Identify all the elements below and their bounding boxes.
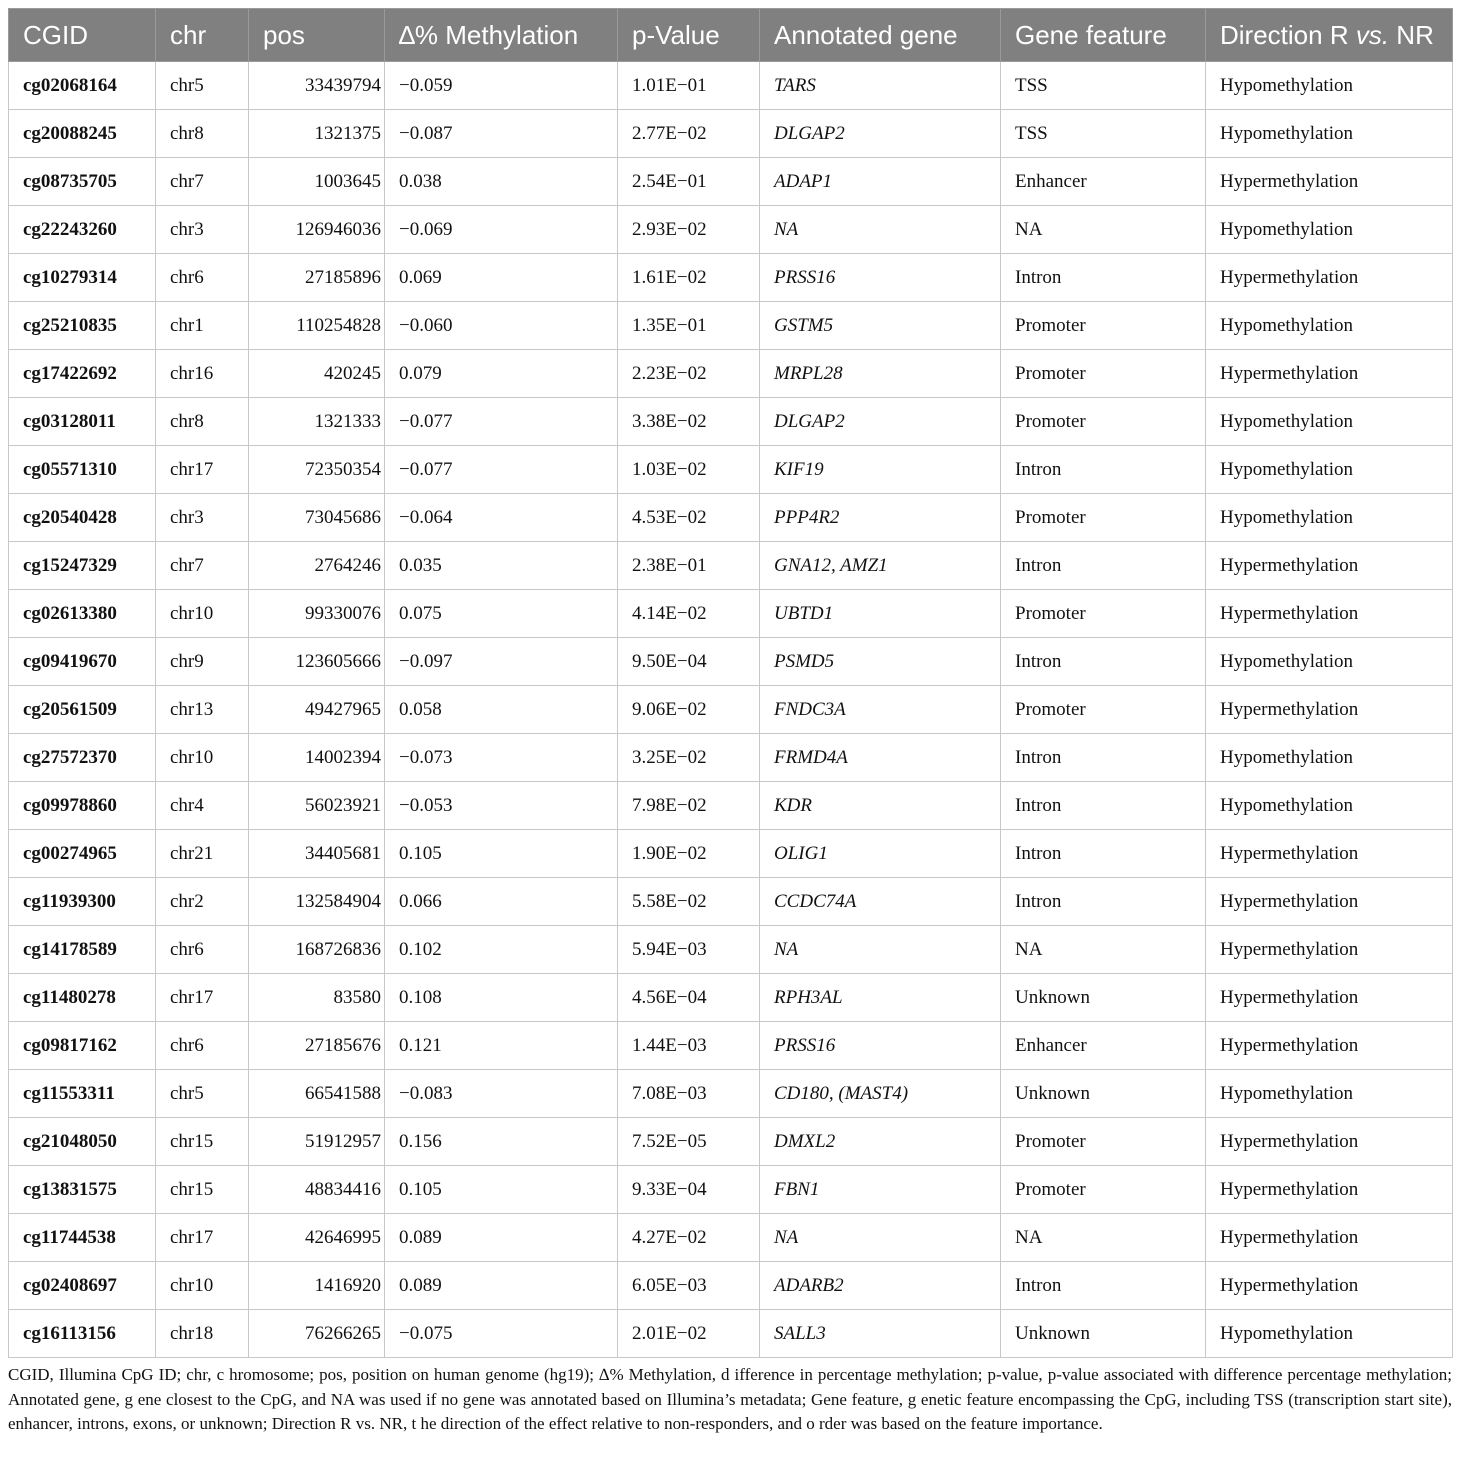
cell-chr: chr1 — [156, 302, 249, 350]
cell-chr: chr8 — [156, 110, 249, 158]
cell-direction: Hypermethylation — [1206, 158, 1453, 206]
cell-delta: 0.066 — [385, 878, 618, 926]
cell-pos: 99330076 — [249, 590, 385, 638]
cell-delta: 0.079 — [385, 350, 618, 398]
cell-gene: DMXL2 — [760, 1118, 1001, 1166]
cell-delta: −0.073 — [385, 734, 618, 782]
cell-delta: −0.077 — [385, 398, 618, 446]
cell-gene: NA — [760, 206, 1001, 254]
cell-pvalue: 1.44E−03 — [618, 1022, 760, 1070]
cell-chr: chr17 — [156, 1214, 249, 1262]
cell-direction: Hypomethylation — [1206, 1070, 1453, 1118]
cell-chr: chr10 — [156, 1262, 249, 1310]
header-direction-vs: vs. — [1355, 19, 1390, 50]
cell-chr: chr7 — [156, 158, 249, 206]
cell-pos: 168726836 — [249, 926, 385, 974]
cell-pvalue: 9.06E−02 — [618, 686, 760, 734]
table-row — [9, 254, 1453, 302]
cell-delta: 0.075 — [385, 590, 618, 638]
cell-feature: Intron — [1001, 830, 1206, 878]
cell-feature: NA — [1001, 1214, 1206, 1262]
cell-pvalue: 2.38E−01 — [618, 542, 760, 590]
cell-delta: 0.058 — [385, 686, 618, 734]
cell-gene: MRPL28 — [760, 350, 1001, 398]
cell-cgid: cg00274965 — [9, 830, 156, 878]
cell-pvalue: 2.54E−01 — [618, 158, 760, 206]
cell-direction: Hypomethylation — [1206, 62, 1453, 110]
cell-chr: chr5 — [156, 62, 249, 110]
cell-chr: chr7 — [156, 542, 249, 590]
header-direction-pre: Direction R — [1220, 19, 1356, 50]
cell-cgid: cg03128011 — [9, 398, 156, 446]
cell-delta: −0.060 — [385, 302, 618, 350]
cell-direction: Hypermethylation — [1206, 926, 1453, 974]
cell-gene: KIF19 — [760, 446, 1001, 494]
cell-direction: Hypermethylation — [1206, 350, 1453, 398]
cell-pos: 1321375 — [249, 110, 385, 158]
cell-feature: Intron — [1001, 782, 1206, 830]
cell-gene: DLGAP2 — [760, 110, 1001, 158]
cell-gene: DLGAP2 — [760, 398, 1001, 446]
cell-feature: Intron — [1001, 638, 1206, 686]
cell-feature: NA — [1001, 926, 1206, 974]
cell-gene: RPH3AL — [760, 974, 1001, 1022]
header-cgid: CGID — [9, 9, 156, 62]
cell-pvalue: 7.08E−03 — [618, 1070, 760, 1118]
cell-feature: TSS — [1001, 62, 1206, 110]
header-direction-post: NR — [1389, 19, 1434, 50]
cell-chr: chr13 — [156, 686, 249, 734]
cell-delta: 0.156 — [385, 1118, 618, 1166]
cell-delta: −0.053 — [385, 782, 618, 830]
cell-pvalue: 4.14E−02 — [618, 590, 760, 638]
table-container — [8, 8, 1452, 1437]
table-row — [9, 734, 1453, 782]
table-row — [9, 158, 1453, 206]
cell-delta: −0.083 — [385, 1070, 618, 1118]
cell-chr: chr8 — [156, 398, 249, 446]
cell-chr: chr18 — [156, 1310, 249, 1358]
cell-feature: Intron — [1001, 878, 1206, 926]
cell-pos: 51912957 — [249, 1118, 385, 1166]
cell-pvalue: 9.33E−04 — [618, 1166, 760, 1214]
cell-chr: chr3 — [156, 494, 249, 542]
cell-delta: 0.035 — [385, 542, 618, 590]
cell-pos: 27185896 — [249, 254, 385, 302]
table-row — [9, 110, 1453, 158]
table-row — [9, 206, 1453, 254]
cell-direction: Hypomethylation — [1206, 734, 1453, 782]
cell-pvalue: 2.01E−02 — [618, 1310, 760, 1358]
cell-delta: −0.059 — [385, 62, 618, 110]
cell-direction: Hypermethylation — [1206, 878, 1453, 926]
cell-cgid: cg02068164 — [9, 62, 156, 110]
cell-cgid: cg05571310 — [9, 446, 156, 494]
table-row — [9, 830, 1453, 878]
cell-cgid: cg16113156 — [9, 1310, 156, 1358]
cell-pos: 56023921 — [249, 782, 385, 830]
cell-pos: 73045686 — [249, 494, 385, 542]
cell-chr: chr10 — [156, 734, 249, 782]
cell-feature: Unknown — [1001, 1070, 1206, 1118]
cell-delta: 0.108 — [385, 974, 618, 1022]
cell-delta: 0.089 — [385, 1214, 618, 1262]
cell-gene: ADARB2 — [760, 1262, 1001, 1310]
table-row — [9, 542, 1453, 590]
table-row — [9, 686, 1453, 734]
table-row — [9, 350, 1453, 398]
cell-feature: Promoter — [1001, 1118, 1206, 1166]
cell-pvalue: 3.38E−02 — [618, 398, 760, 446]
cell-feature: Promoter — [1001, 398, 1206, 446]
cell-delta: 0.069 — [385, 254, 618, 302]
cell-feature: Promoter — [1001, 1166, 1206, 1214]
cell-cgid: cg09817162 — [9, 1022, 156, 1070]
cell-feature: Promoter — [1001, 350, 1206, 398]
cell-chr: chr21 — [156, 830, 249, 878]
cell-direction: Hypermethylation — [1206, 1262, 1453, 1310]
header-delta-methylation: ∆% Methylation — [385, 9, 618, 62]
cell-cgid: cg17422692 — [9, 350, 156, 398]
cell-pos: 126946036 — [249, 206, 385, 254]
cell-pos: 14002394 — [249, 734, 385, 782]
cell-cgid: cg11744538 — [9, 1214, 156, 1262]
header-chr: chr — [156, 9, 249, 62]
cell-cgid: cg25210835 — [9, 302, 156, 350]
cell-feature: Unknown — [1001, 1310, 1206, 1358]
cell-feature: Enhancer — [1001, 1022, 1206, 1070]
cell-pos: 83580 — [249, 974, 385, 1022]
cell-direction: Hypermethylation — [1206, 1118, 1453, 1166]
cell-feature: Unknown — [1001, 974, 1206, 1022]
cell-delta: −0.069 — [385, 206, 618, 254]
cell-cgid: cg14178589 — [9, 926, 156, 974]
cell-pos: 34405681 — [249, 830, 385, 878]
cell-gene: CCDC74A — [760, 878, 1001, 926]
cell-pos: 66541588 — [249, 1070, 385, 1118]
cell-pos: 42646995 — [249, 1214, 385, 1262]
table-row — [9, 398, 1453, 446]
cell-pvalue: 7.98E−02 — [618, 782, 760, 830]
cell-gene: PRSS16 — [760, 254, 1001, 302]
cell-direction: Hypomethylation — [1206, 494, 1453, 542]
table-row — [9, 494, 1453, 542]
cell-pvalue: 5.94E−03 — [618, 926, 760, 974]
table-row — [9, 1166, 1453, 1214]
methylation-table — [8, 8, 1453, 1358]
table-row — [9, 302, 1453, 350]
cell-cgid: cg11480278 — [9, 974, 156, 1022]
cell-direction: Hypermethylation — [1206, 1214, 1453, 1262]
cell-pvalue: 1.61E−02 — [618, 254, 760, 302]
cell-delta: −0.077 — [385, 446, 618, 494]
cell-pvalue: 2.23E−02 — [618, 350, 760, 398]
table-row — [9, 1310, 1453, 1358]
cell-chr: chr6 — [156, 254, 249, 302]
cell-gene: FRMD4A — [760, 734, 1001, 782]
cell-chr: chr17 — [156, 446, 249, 494]
cell-direction: Hypermethylation — [1206, 686, 1453, 734]
table-row — [9, 446, 1453, 494]
cell-direction: Hypermethylation — [1206, 830, 1453, 878]
cell-cgid: cg15247329 — [9, 542, 156, 590]
cell-chr: chr6 — [156, 926, 249, 974]
cell-cgid: cg20088245 — [9, 110, 156, 158]
cell-chr: chr5 — [156, 1070, 249, 1118]
cell-direction: Hypermethylation — [1206, 590, 1453, 638]
cell-pvalue: 2.77E−02 — [618, 110, 760, 158]
table-body — [9, 62, 1453, 1358]
table-row — [9, 1070, 1453, 1118]
cell-feature: Intron — [1001, 734, 1206, 782]
cell-cgid: cg02613380 — [9, 590, 156, 638]
cell-pos: 1321333 — [249, 398, 385, 446]
cell-pvalue: 7.52E−05 — [618, 1118, 760, 1166]
cell-direction: Hypomethylation — [1206, 302, 1453, 350]
cell-gene: FNDC3A — [760, 686, 1001, 734]
cell-gene: PSMD5 — [760, 638, 1001, 686]
table-row — [9, 974, 1453, 1022]
cell-gene: CD180, (MAST4) — [760, 1070, 1001, 1118]
cell-gene: NA — [760, 926, 1001, 974]
cell-delta: 0.121 — [385, 1022, 618, 1070]
cell-delta: 0.089 — [385, 1262, 618, 1310]
cell-feature: Promoter — [1001, 494, 1206, 542]
cell-gene: GNA12, AMZ1 — [760, 542, 1001, 590]
cell-pos: 48834416 — [249, 1166, 385, 1214]
cell-chr: chr16 — [156, 350, 249, 398]
cell-direction: Hypomethylation — [1206, 206, 1453, 254]
cell-gene: GSTM5 — [760, 302, 1001, 350]
cell-feature: Enhancer — [1001, 158, 1206, 206]
cell-feature: Intron — [1001, 446, 1206, 494]
cell-pos: 1003645 — [249, 158, 385, 206]
cell-chr: chr9 — [156, 638, 249, 686]
table-row — [9, 1022, 1453, 1070]
table-row — [9, 638, 1453, 686]
cell-pos: 33439794 — [249, 62, 385, 110]
cell-pos: 49427965 — [249, 686, 385, 734]
cell-cgid: cg09419670 — [9, 638, 156, 686]
cell-cgid: cg02408697 — [9, 1262, 156, 1310]
cell-direction: Hypomethylation — [1206, 398, 1453, 446]
cell-chr: chr6 — [156, 1022, 249, 1070]
cell-direction: Hypomethylation — [1206, 446, 1453, 494]
cell-direction: Hypomethylation — [1206, 110, 1453, 158]
header-pos: pos — [249, 9, 385, 62]
cell-gene: TARS — [760, 62, 1001, 110]
table-row — [9, 926, 1453, 974]
cell-direction: Hypermethylation — [1206, 254, 1453, 302]
cell-gene: FBN1 — [760, 1166, 1001, 1214]
cell-gene: KDR — [760, 782, 1001, 830]
cell-pvalue: 1.90E−02 — [618, 830, 760, 878]
cell-cgid: cg11553311 — [9, 1070, 156, 1118]
cell-cgid: cg13831575 — [9, 1166, 156, 1214]
cell-feature: Promoter — [1001, 686, 1206, 734]
cell-direction: Hypomethylation — [1206, 1310, 1453, 1358]
cell-direction: Hypermethylation — [1206, 1166, 1453, 1214]
cell-chr: chr15 — [156, 1118, 249, 1166]
table-row — [9, 1214, 1453, 1262]
cell-gene: PRSS16 — [760, 1022, 1001, 1070]
cell-pvalue: 6.05E−03 — [618, 1262, 760, 1310]
cell-pos: 72350354 — [249, 446, 385, 494]
cell-pvalue: 4.53E−02 — [618, 494, 760, 542]
cell-direction: Hypermethylation — [1206, 974, 1453, 1022]
cell-chr: chr3 — [156, 206, 249, 254]
cell-delta: −0.097 — [385, 638, 618, 686]
cell-cgid: cg10279314 — [9, 254, 156, 302]
cell-cgid: cg09978860 — [9, 782, 156, 830]
table-row — [9, 878, 1453, 926]
table-row — [9, 590, 1453, 638]
cell-direction: Hypermethylation — [1206, 1022, 1453, 1070]
cell-delta: 0.105 — [385, 830, 618, 878]
table-row — [9, 782, 1453, 830]
cell-direction: Hypomethylation — [1206, 782, 1453, 830]
cell-pos: 110254828 — [249, 302, 385, 350]
cell-pos: 132584904 — [249, 878, 385, 926]
header-p-value: p-Value — [618, 9, 760, 62]
cell-cgid: cg20540428 — [9, 494, 156, 542]
cell-cgid: cg21048050 — [9, 1118, 156, 1166]
cell-delta: 0.105 — [385, 1166, 618, 1214]
cell-pvalue: 1.03E−02 — [618, 446, 760, 494]
table-footnote: CGID, Illumina CpG ID; chr, c hromosome; pos, position on human genome (hg19); ∆% Methylation, d ifference in percentage methylation; p-value, p-value associated with difference percentage methylation; Annotated gene, g ene closest to the CpG, and NA was used if no gene was annotated based on Illumina’s metadata; Gene feature, g enetic feature encompassing the CpG, including TSS (transcription start site), enhancer, introns, exons, or unknown; Direction R vs. NR, t he direction of the effect relative to non-responders, and o rder was based on the feature importance. — [8, 1365, 1452, 1433]
cell-gene: ADAP1 — [760, 158, 1001, 206]
cell-direction: Hypermethylation — [1206, 542, 1453, 590]
cell-pos: 420245 — [249, 350, 385, 398]
cell-chr: chr10 — [156, 590, 249, 638]
cell-delta: 0.102 — [385, 926, 618, 974]
cell-chr: chr2 — [156, 878, 249, 926]
table-row — [9, 1262, 1453, 1310]
cell-pos: 123605666 — [249, 638, 385, 686]
cell-cgid: cg22243260 — [9, 206, 156, 254]
cell-chr: chr4 — [156, 782, 249, 830]
cell-gene: SALL3 — [760, 1310, 1001, 1358]
cell-gene: UBTD1 — [760, 590, 1001, 638]
cell-chr: chr15 — [156, 1166, 249, 1214]
header-row — [9, 9, 1453, 62]
cell-delta: −0.075 — [385, 1310, 618, 1358]
cell-feature: NA — [1001, 206, 1206, 254]
cell-delta: −0.087 — [385, 110, 618, 158]
cell-feature: Promoter — [1001, 302, 1206, 350]
cell-feature: Promoter — [1001, 590, 1206, 638]
cell-pvalue: 2.93E−02 — [618, 206, 760, 254]
header-gene-feature: Gene feature — [1001, 9, 1206, 62]
cell-gene: NA — [760, 1214, 1001, 1262]
cell-delta: 0.038 — [385, 158, 618, 206]
header-annotated-gene: Annotated gene — [760, 9, 1001, 62]
cell-pos: 2764246 — [249, 542, 385, 590]
cell-gene: OLIG1 — [760, 830, 1001, 878]
cell-pvalue: 9.50E−04 — [618, 638, 760, 686]
table-row — [9, 62, 1453, 110]
cell-chr: chr17 — [156, 974, 249, 1022]
table-row — [9, 1118, 1453, 1166]
cell-cgid: cg11939300 — [9, 878, 156, 926]
cell-pvalue: 4.27E−02 — [618, 1214, 760, 1262]
cell-feature: Intron — [1001, 1262, 1206, 1310]
header-direction — [1206, 9, 1453, 62]
cell-direction: Hypomethylation — [1206, 638, 1453, 686]
cell-feature: Intron — [1001, 542, 1206, 590]
cell-pvalue: 1.35E−01 — [618, 302, 760, 350]
cell-pos: 76266265 — [249, 1310, 385, 1358]
cell-pvalue: 5.58E−02 — [618, 878, 760, 926]
cell-cgid: cg20561509 — [9, 686, 156, 734]
cell-feature: Intron — [1001, 254, 1206, 302]
cell-gene: PPP4R2 — [760, 494, 1001, 542]
cell-pvalue: 1.01E−01 — [618, 62, 760, 110]
cell-pvalue: 3.25E−02 — [618, 734, 760, 782]
cell-feature: TSS — [1001, 110, 1206, 158]
cell-pos: 27185676 — [249, 1022, 385, 1070]
cell-pvalue: 4.56E−04 — [618, 974, 760, 1022]
cell-delta: −0.064 — [385, 494, 618, 542]
cell-cgid: cg08735705 — [9, 158, 156, 206]
cell-cgid: cg27572370 — [9, 734, 156, 782]
cell-pos: 1416920 — [249, 1262, 385, 1310]
